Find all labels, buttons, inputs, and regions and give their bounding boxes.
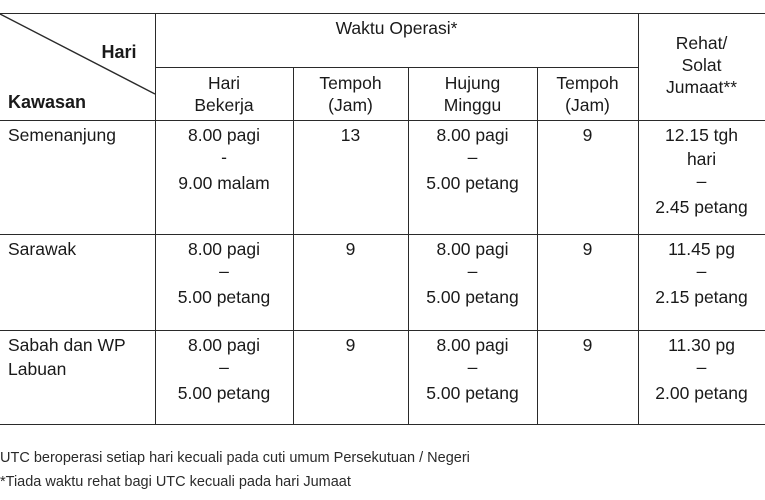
weekday-end: 9.00 malam	[178, 173, 270, 193]
operating-hours-table	[0, 13, 765, 425]
rehat-cell	[638, 331, 765, 425]
weekend-duration: 9	[537, 121, 638, 235]
region-cell: Semenanjung	[0, 121, 155, 235]
weekend-start: 8.00 pagi	[436, 335, 509, 355]
weekend-hours-cell	[408, 121, 537, 235]
footnote-operation: UTC beroperasi setiap hari kecuali pada cuti umum Persekutuan / Negeri	[0, 450, 470, 466]
weekday-start: 8.00 pagi	[187, 239, 260, 259]
header-hari-bekerja: Hari Bekerja	[155, 67, 293, 121]
corner-label-kawasan: Kawasan	[8, 92, 87, 112]
weekday-separator: –	[219, 261, 229, 281]
table-row	[0, 121, 765, 235]
header-tempoh-2: Tempoh (Jam)	[537, 67, 638, 121]
group-header-waktu-operasi: Waktu Operasi*	[155, 14, 638, 68]
header-hujung-minggu: Hujung Minggu	[408, 67, 537, 121]
weekend-separator: –	[467, 357, 478, 377]
header-rehat: Rehat/ Solat Jumaat**	[638, 14, 765, 121]
weekday-end: 5.00 petang	[177, 287, 271, 307]
rehat-separator: –	[696, 261, 707, 281]
weekday-duration: 9	[293, 235, 408, 331]
rehat-separator: –	[696, 171, 707, 191]
rehat-start: 12.15 tgh hari	[665, 125, 739, 169]
table-row	[0, 331, 765, 425]
header-tempoh-1: Tempoh (Jam)	[293, 67, 408, 121]
corner-header-cell	[0, 14, 155, 121]
weekend-duration: 9	[537, 331, 638, 425]
rehat-cell	[638, 235, 765, 331]
footnote-rehat: *Tiada waktu rehat bagi UTC kecuali pada hari Jumaat	[0, 474, 351, 490]
region-cell: Sarawak	[0, 235, 155, 331]
weekend-end: 5.00 petang	[426, 173, 519, 193]
weekend-separator: –	[467, 147, 478, 167]
weekday-start: 8.00 pagi	[187, 125, 260, 145]
weekend-hours-cell	[408, 235, 537, 331]
weekday-hours-cell	[155, 331, 293, 425]
rehat-start: 11.45 pg	[668, 239, 735, 259]
header-row-top	[0, 14, 765, 68]
rehat-end: 2.15 petang	[655, 287, 748, 307]
rehat-end: 2.00 petang	[655, 383, 748, 403]
weekend-duration: 9	[537, 235, 638, 331]
rehat-end: 2.45 petang	[655, 197, 748, 217]
table-row	[0, 235, 765, 331]
rehat-separator: –	[696, 357, 707, 377]
weekend-start: 8.00 pagi	[436, 239, 509, 259]
weekday-start: 8.00 pagi	[187, 335, 260, 355]
weekday-duration: 9	[293, 331, 408, 425]
weekday-hours-cell	[155, 235, 293, 331]
rehat-start: 11.30 pg	[668, 335, 735, 355]
weekday-separator: –	[219, 357, 229, 377]
weekday-end: 5.00 petang	[177, 383, 271, 403]
weekend-separator: –	[467, 261, 478, 281]
rehat-cell	[638, 121, 765, 235]
weekend-hours-cell	[408, 331, 537, 425]
weekend-end: 5.00 petang	[426, 383, 519, 403]
weekday-hours-cell	[155, 121, 293, 235]
weekend-start: 8.00 pagi	[436, 125, 509, 145]
weekend-end: 5.00 petang	[426, 287, 519, 307]
weekday-duration: 13	[293, 121, 408, 235]
corner-label-hari: Hari	[101, 42, 137, 62]
weekday-separator: -	[221, 147, 227, 167]
region-cell: Sabah dan WP Labuan	[0, 331, 155, 425]
footnotes	[0, 446, 765, 494]
